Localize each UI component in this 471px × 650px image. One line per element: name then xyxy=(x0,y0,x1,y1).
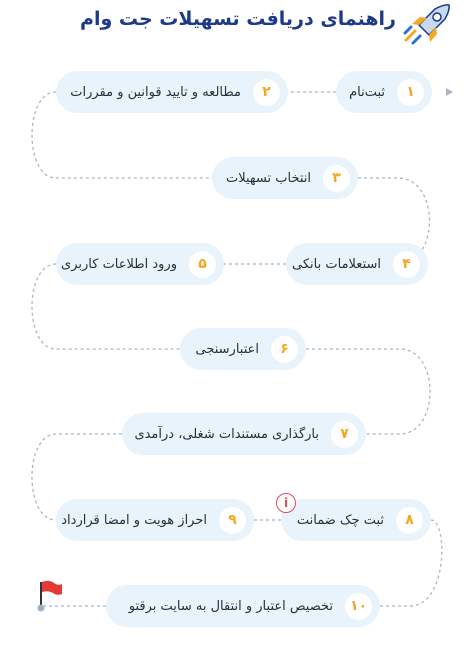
step-number: ۱ xyxy=(397,79,424,106)
step-10 xyxy=(106,585,380,627)
step-number: ۷ xyxy=(331,421,358,448)
step-4 xyxy=(286,243,428,285)
step-label: ثبت چک ضمانت xyxy=(296,512,384,528)
info-icon[interactable]: i xyxy=(276,493,296,513)
step-2 xyxy=(56,71,288,113)
step-label: ورود اطلاعات کاربری xyxy=(61,256,177,272)
step-9 xyxy=(56,499,254,541)
step-label: تخصیص اعتبار و انتقال به سایت برقتو xyxy=(128,598,333,614)
step-3 xyxy=(212,157,358,199)
step-label: احراز هویت و امضا قرارداد xyxy=(61,512,207,528)
finish-flag-icon xyxy=(36,578,66,612)
step-label: انتخاب تسهیلات xyxy=(225,170,311,186)
step-number: ۸ xyxy=(396,507,423,534)
step-label: بارگذاری مستندات شغلی، درآمدی xyxy=(134,426,319,442)
step-number: ۶ xyxy=(271,336,298,363)
step-7 xyxy=(122,413,366,455)
step-label: اعتبارسنجی xyxy=(195,341,259,357)
step-number: ۹ xyxy=(219,507,246,534)
step-label: استعلامات بانکی xyxy=(292,256,381,272)
page-title: راهنمای دریافت تسهیلات جت وام xyxy=(80,8,396,30)
step-number: ۵ xyxy=(189,251,216,278)
step-number: ۳ xyxy=(323,165,350,192)
step-number: ۴ xyxy=(393,251,420,278)
step-6 xyxy=(180,328,306,370)
step-number: ۲ xyxy=(253,79,280,106)
step-1 xyxy=(336,71,432,113)
step-number: ۱۰ xyxy=(345,593,372,620)
step-5 xyxy=(56,243,224,285)
step-label: ثبت‌نام xyxy=(349,84,385,100)
step-8 xyxy=(281,499,431,541)
step-label: مطالعه و تایید قوانین و مقررات xyxy=(70,84,241,100)
